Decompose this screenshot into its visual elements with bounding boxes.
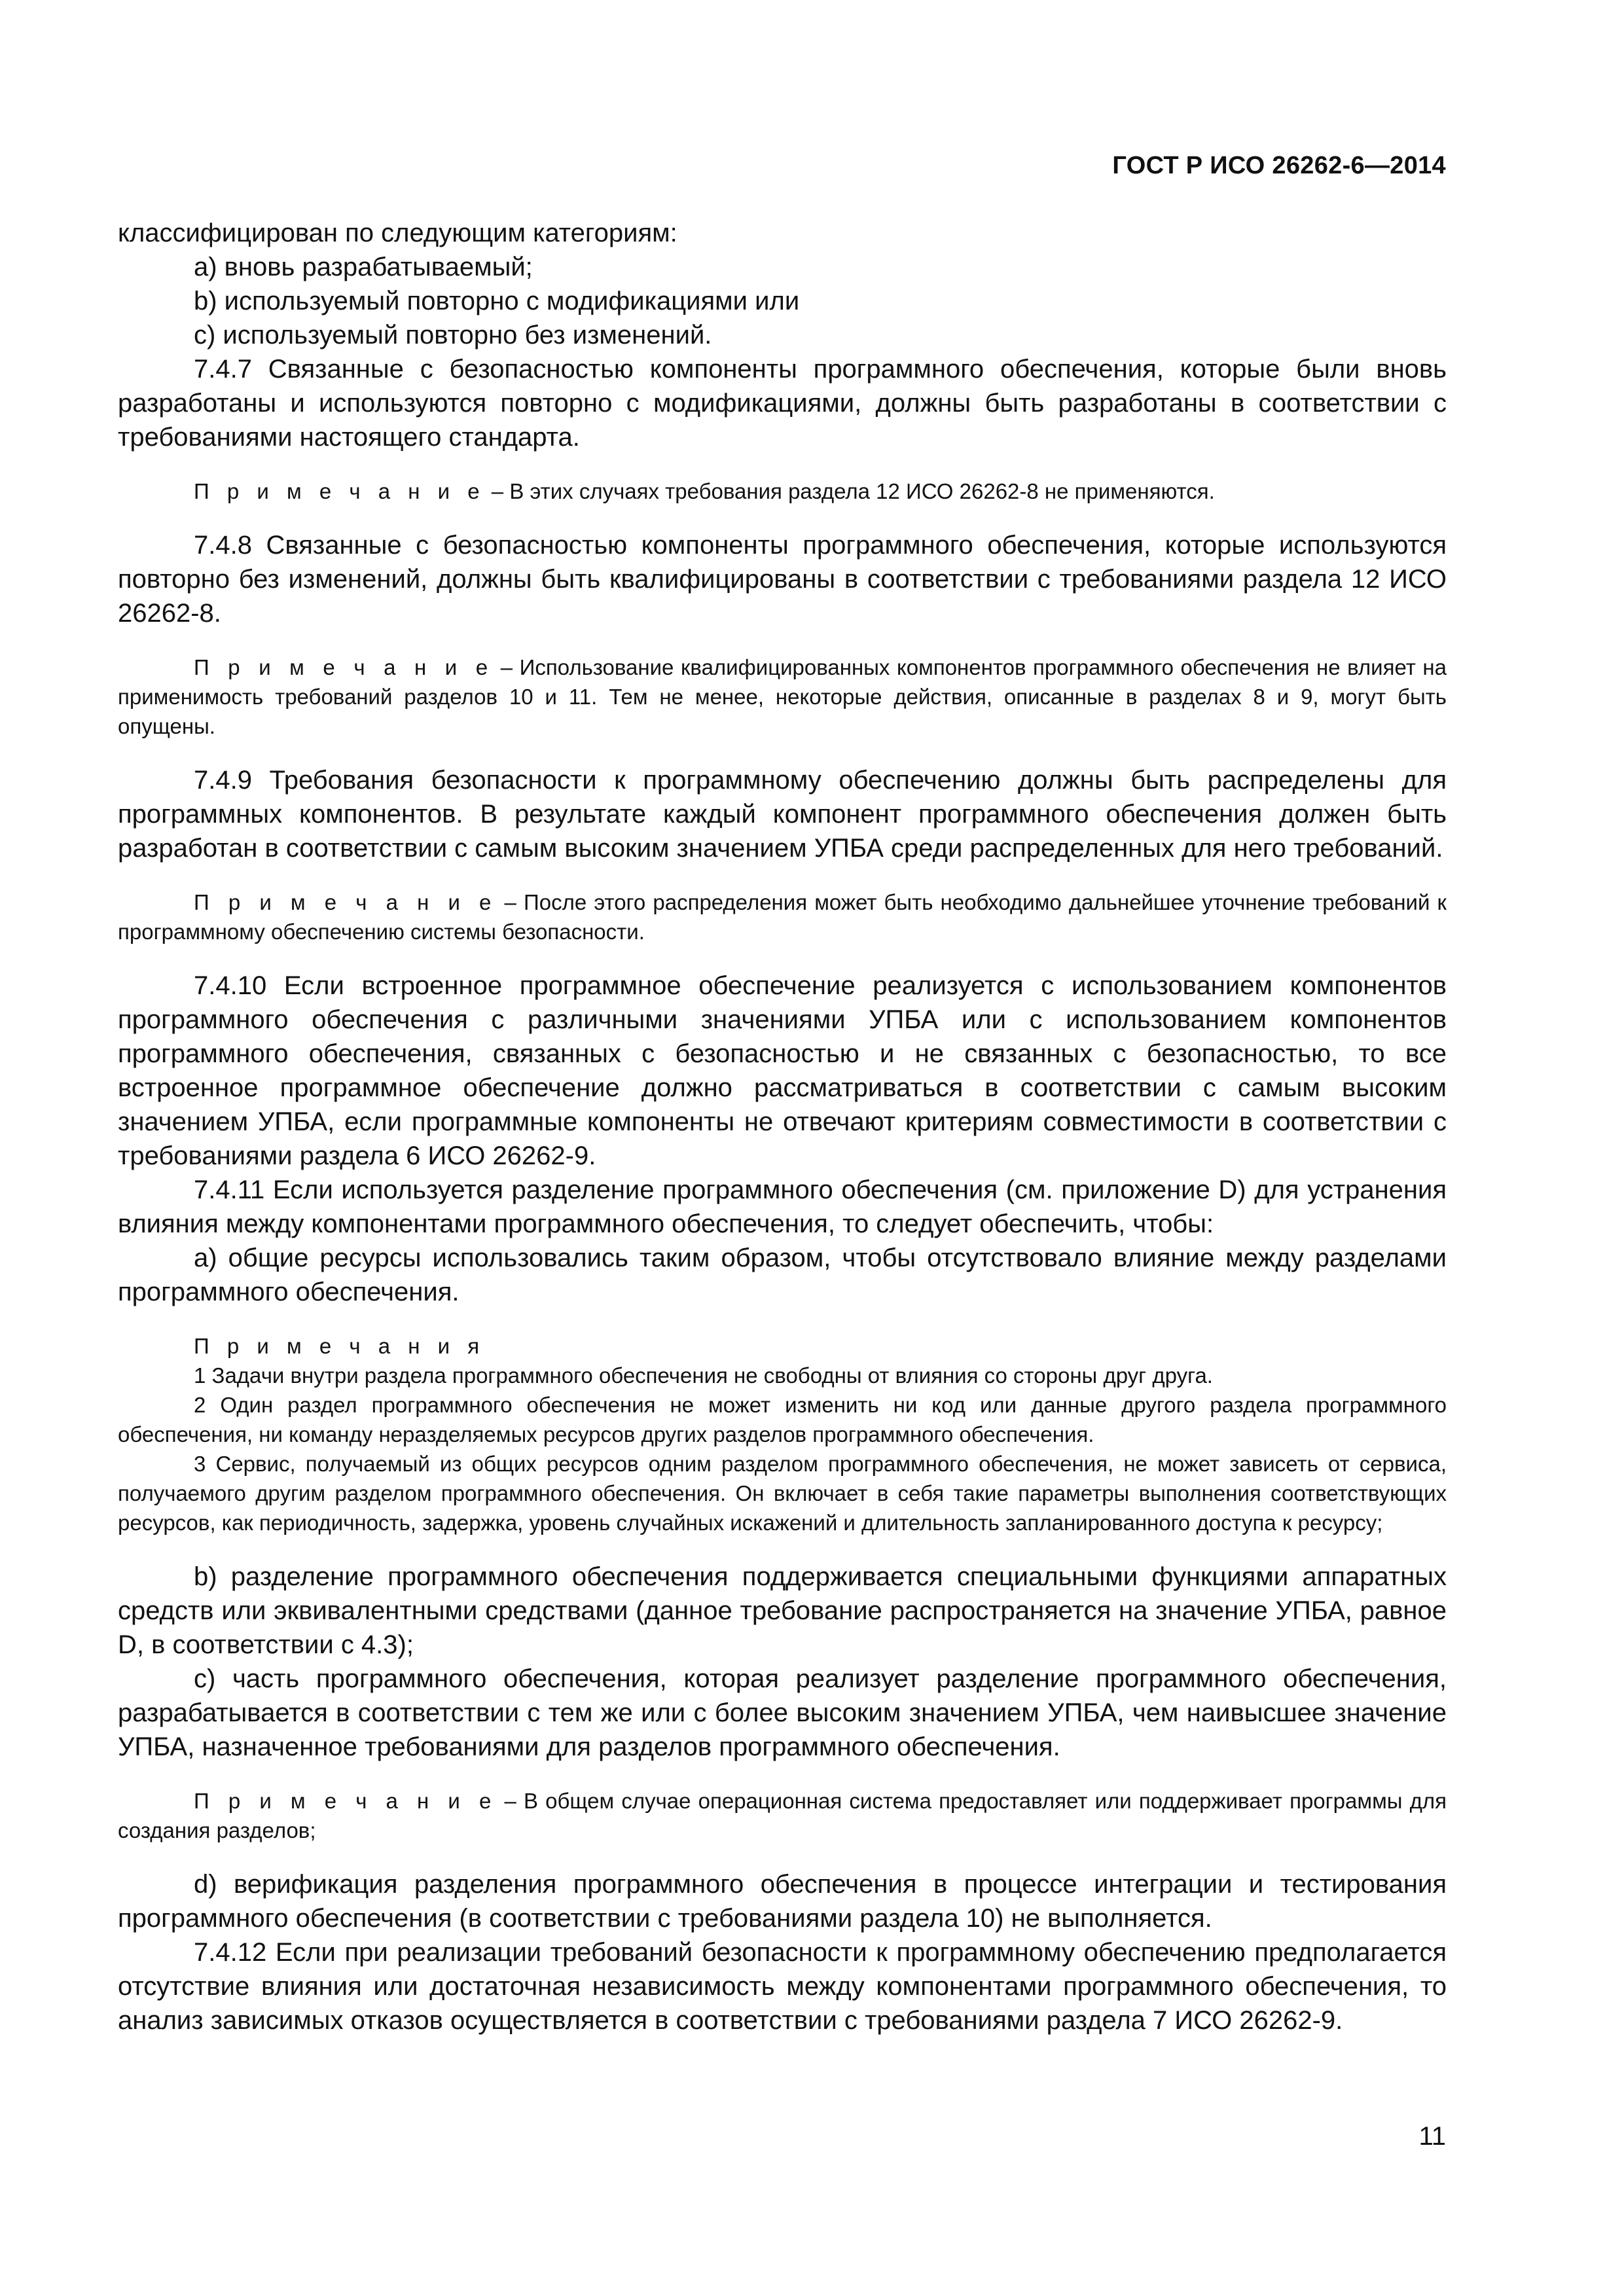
document-header: ГОСТ Р ИСО 26262-6—2014 [1112, 152, 1446, 179]
note-text: – В этих случаях требования раздела 12 ИСО 26262-8 не применяются. [485, 479, 1215, 503]
note-label: П р и м е ч а н и е [194, 479, 486, 503]
list-item: a) общие ресурсы использовались таким образом, чтобы отсутствовало влияние между разделами программного обеспечения. [118, 1244, 1447, 1306]
note-text: – После этого распределения может быть необходимо дальнейшее уточнение требований к программному обеспечению системы безопасности. [118, 890, 1447, 944]
note-label: П р и м е ч а н и е [194, 1789, 497, 1813]
list-item: c) используемый повторно без изменений. [194, 321, 712, 350]
clause-7-4-11: 7.4.11 Если используется разделение программного обеспечения (см. приложение D) для устранения влияния между компонентами программного обеспечения, то следует обеспечить, чтобы: [118, 1175, 1447, 1238]
note-text: – Использование квалифицированных компонентов программного обеспечения не влияет на применимость требований разделов 10 и 11. Тем не менее, некоторые действия, описанные в разделах 8 и 9, могут быть опущены. [118, 655, 1447, 738]
note-label: П р и м е ч а н и е [194, 655, 494, 679]
note [118, 476, 1447, 506]
list-item: b) разделение программного обеспечения поддерживается специальными функциями аппаратных средств или эквивалентными средствами (данное требование распространяется на значение УПБА, равное D, в соответствии с 4.3); [118, 1562, 1447, 1659]
page-body [118, 216, 1447, 2037]
page-number: 11 [1418, 2122, 1446, 2151]
notes-heading: П р и м е ч а н и я [194, 1334, 486, 1358]
list-item: d) верификация разделения программного обеспечения в процессе интеграции и тестирования программного обеспечения (в соответствии с требованиями раздела 10) не выполняется. [118, 1870, 1447, 1933]
note-item: 1 Задачи внутри раздела программного обеспечения не свободны от влияния со стороны друг друга. [194, 1363, 1213, 1388]
paragraph: классифицирован по следующим категориям: [118, 219, 677, 247]
clause-7-4-10: 7.4.10 Если встроенное программное обеспечение реализуется с использованием компонентов программного обеспечения с различными значениями УПБА или с использованием компонентов программного обеспечения, связанных с безопасностью и не связанных с безопасностью, то все встроенное программное обеспечение должно рассматриваться в соответствии с самым высоким значением УПБА, если программные компоненты не отвечают критериям совместимости в соответствии с требованиями раздела 6 ИСО 26262-9. [118, 971, 1447, 1170]
note-label: П р и м е ч а н и е [194, 890, 497, 914]
note [118, 653, 1447, 741]
note-item: 2 Один раздел программного обеспечения не может изменить ни код или данные другого раздела программного обеспечения, ни команду неразделяемых ресурсов других разделов программного обеспечения. [118, 1393, 1447, 1446]
clause-7-4-9: 7.4.9 Требования безопасности к программному обеспечению должны быть распределены для программных компонентов. В результате каждый компонент программного обеспечения должен быть разработан в соответствии с самым высоким значением УПБА среди распределенных для него требований. [118, 766, 1447, 863]
note [118, 888, 1447, 946]
note-text: – В общем случае операционная система предоставляет или поддерживает программы для создания разделов; [118, 1789, 1447, 1842]
clause-7-4-12: 7.4.12 Если при реализации требований безопасности к программному обеспечению предполагается отсутствие влияния или достаточная независимость между компонентами программного обеспечения, то анализ зависимых отказов осуществляется в соответствии с требованиями раздела 7 ИСО 26262-9. [118, 1938, 1447, 2035]
note [118, 1786, 1447, 1845]
clause-7-4-8: 7.4.8 Связанные с безопасностью компоненты программного обеспечения, которые используются повторно без изменений, должны быть квалифицированы в соответствии с требованиями раздела 12 ИСО 26262-8. [118, 531, 1447, 628]
note-item: 3 Сервис, получаемый из общих ресурсов одним разделом программного обеспечения, не может зависеть от сервиса, получаемого другим разделом программного обеспечения. Он включает в себя такие параметры выполнения соответствующих ресурсов, как периодичность, задержка, уровень случайных искажений и длительность запланированного доступа к ресурсу; [118, 1452, 1447, 1535]
list-item: c) часть программного обеспечения, которая реализует разделение программного обеспечения, разрабатывается в соответствии с тем же или с более высоким значением УПБА, чем наивысшее значение УПБА, назначенное требованиями для разделов программного обеспечения. [118, 1664, 1447, 1761]
list-item: b) используемый повторно с модификациями или [194, 287, 800, 315]
list-item: a) вновь разрабатываемый; [194, 253, 533, 281]
clause-7-4-7: 7.4.7 Связанные с безопасностью компоненты программного обеспечения, которые были вновь разработаны и используются повторно с модификациями, должны быть разработаны в соответствии с требованиями настоящего стандарта. [118, 355, 1447, 452]
